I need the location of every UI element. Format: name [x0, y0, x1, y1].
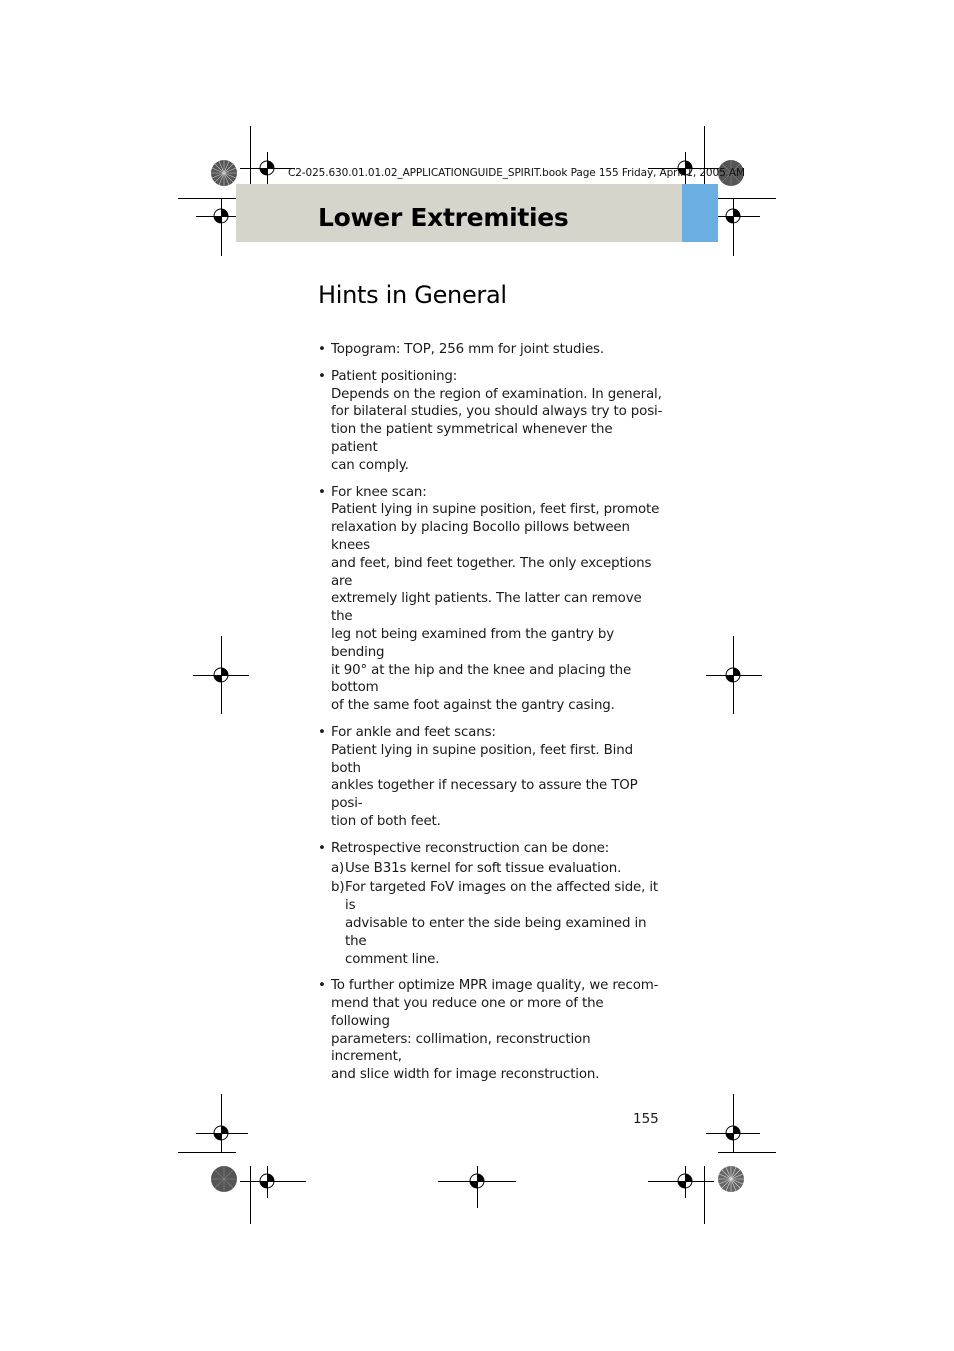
- list-item-line: Topogram: TOP, 256 mm for joint studies.: [331, 342, 604, 357]
- list-item-line: Patient lying in supine position, feet first, promote: [331, 502, 660, 518]
- list-item-line: ankles together if necessary to assure the TOP posi-: [331, 778, 638, 812]
- sub-item-line: Use B31s kernel for soft tissue evaluation.: [345, 860, 622, 876]
- print-slug: C2-025.630.01.01.02_APPLICATIONGUIDE_SPIRIT.book Page 155 Friday, April 1, 2005 AM: [288, 167, 745, 179]
- section-title: Lower Extremities: [318, 203, 569, 232]
- list-item-line: extremely light patients. The latter can remove the: [331, 591, 642, 625]
- registration-mark-icon: [722, 205, 744, 227]
- registration-mark-icon: [210, 1122, 232, 1144]
- list-item-line: Retrospective reconstruction can be done:: [331, 840, 610, 856]
- list-item-line: Depends on the region of examination. In general,: [331, 386, 662, 402]
- bullet-dot-icon: •: [318, 724, 326, 740]
- crop-mark: [704, 1166, 705, 1224]
- sub-item-label: a): [331, 860, 345, 876]
- list-item-line: for bilateral studies, you should always try to posi-: [331, 404, 663, 420]
- crop-mark: [718, 1152, 776, 1153]
- registration-mark-icon: [466, 1170, 488, 1192]
- registration-mark-icon: [210, 205, 232, 227]
- bullet-dot-icon: •: [318, 342, 326, 357]
- sub-item-line: For targeted FoV images on the affected side, it is: [345, 880, 659, 914]
- list-item: [318, 724, 663, 831]
- list-item-line: relaxation by placing Bocollo pillows between knees: [331, 520, 630, 553]
- crop-mark: [250, 1166, 251, 1224]
- sub-item-line: comment line.: [345, 951, 440, 967]
- crop-mark: [178, 198, 236, 199]
- list-item-line: parameters: collimation, reconstruction increment,: [331, 1031, 591, 1065]
- registration-mark-icon: [256, 157, 278, 179]
- list-item-line: tion of both feet.: [331, 813, 441, 829]
- starburst-target-icon: [717, 1165, 745, 1193]
- page-heading: Hints in General: [318, 281, 507, 309]
- list-item: [318, 484, 663, 715]
- sub-item-line: advisable to enter the side being examined in the: [345, 915, 647, 949]
- page-number: 155: [633, 1111, 659, 1127]
- crop-mark: [250, 126, 251, 184]
- bullet-dot-icon: •: [318, 978, 326, 994]
- list-item-line: and feet, bind feet together. The only exceptions are: [331, 555, 652, 589]
- registration-mark-icon: [674, 1170, 696, 1192]
- list-item-line: tion the patient symmetrical whenever the patient: [331, 422, 613, 455]
- registration-mark-icon: [722, 664, 744, 686]
- list-item-line: For knee scan:: [331, 484, 427, 500]
- sub-item-label: b): [331, 880, 345, 896]
- list-item-line: and slice width for image reconstruction.: [331, 1067, 600, 1083]
- chapter-tab: [682, 184, 718, 242]
- registration-mark-icon: [210, 664, 232, 686]
- bullet-dot-icon: •: [318, 840, 326, 856]
- list-item-line: mend that you reduce one or more of the following: [331, 996, 604, 1029]
- sub-list-item: [331, 879, 663, 968]
- list-item: [318, 341, 663, 359]
- list-item: [318, 977, 663, 1084]
- list-item-line: Patient positioning:: [331, 368, 458, 384]
- list-item-line: Patient lying in supine position, feet first. Bind both: [331, 742, 633, 776]
- list-item-line: it 90° at the hip and the knee and placing the bottom: [331, 662, 632, 696]
- crop-mark: [178, 1152, 236, 1153]
- crop-mark: [718, 198, 776, 199]
- sub-list-item: [331, 860, 663, 878]
- list-item: [318, 368, 663, 475]
- registration-mark-icon: [256, 1170, 278, 1192]
- list-item-line: leg not being examined from the gantry by bending: [331, 626, 615, 660]
- registration-mark-icon: [722, 1122, 744, 1144]
- starburst-target-icon: [210, 159, 238, 187]
- list-item-line: can comply.: [331, 457, 409, 473]
- starburst-target-icon: [210, 1165, 238, 1193]
- list-item-line: To further optimize MPR image quality, we recom-: [331, 978, 659, 994]
- bullet-list: [318, 341, 663, 1093]
- bullet-dot-icon: •: [318, 368, 326, 384]
- list-item-line: For ankle and feet scans:: [331, 724, 496, 740]
- list-item-line: of the same foot against the gantry casing.: [331, 698, 615, 714]
- bullet-dot-icon: •: [318, 484, 326, 500]
- list-item: [318, 840, 663, 969]
